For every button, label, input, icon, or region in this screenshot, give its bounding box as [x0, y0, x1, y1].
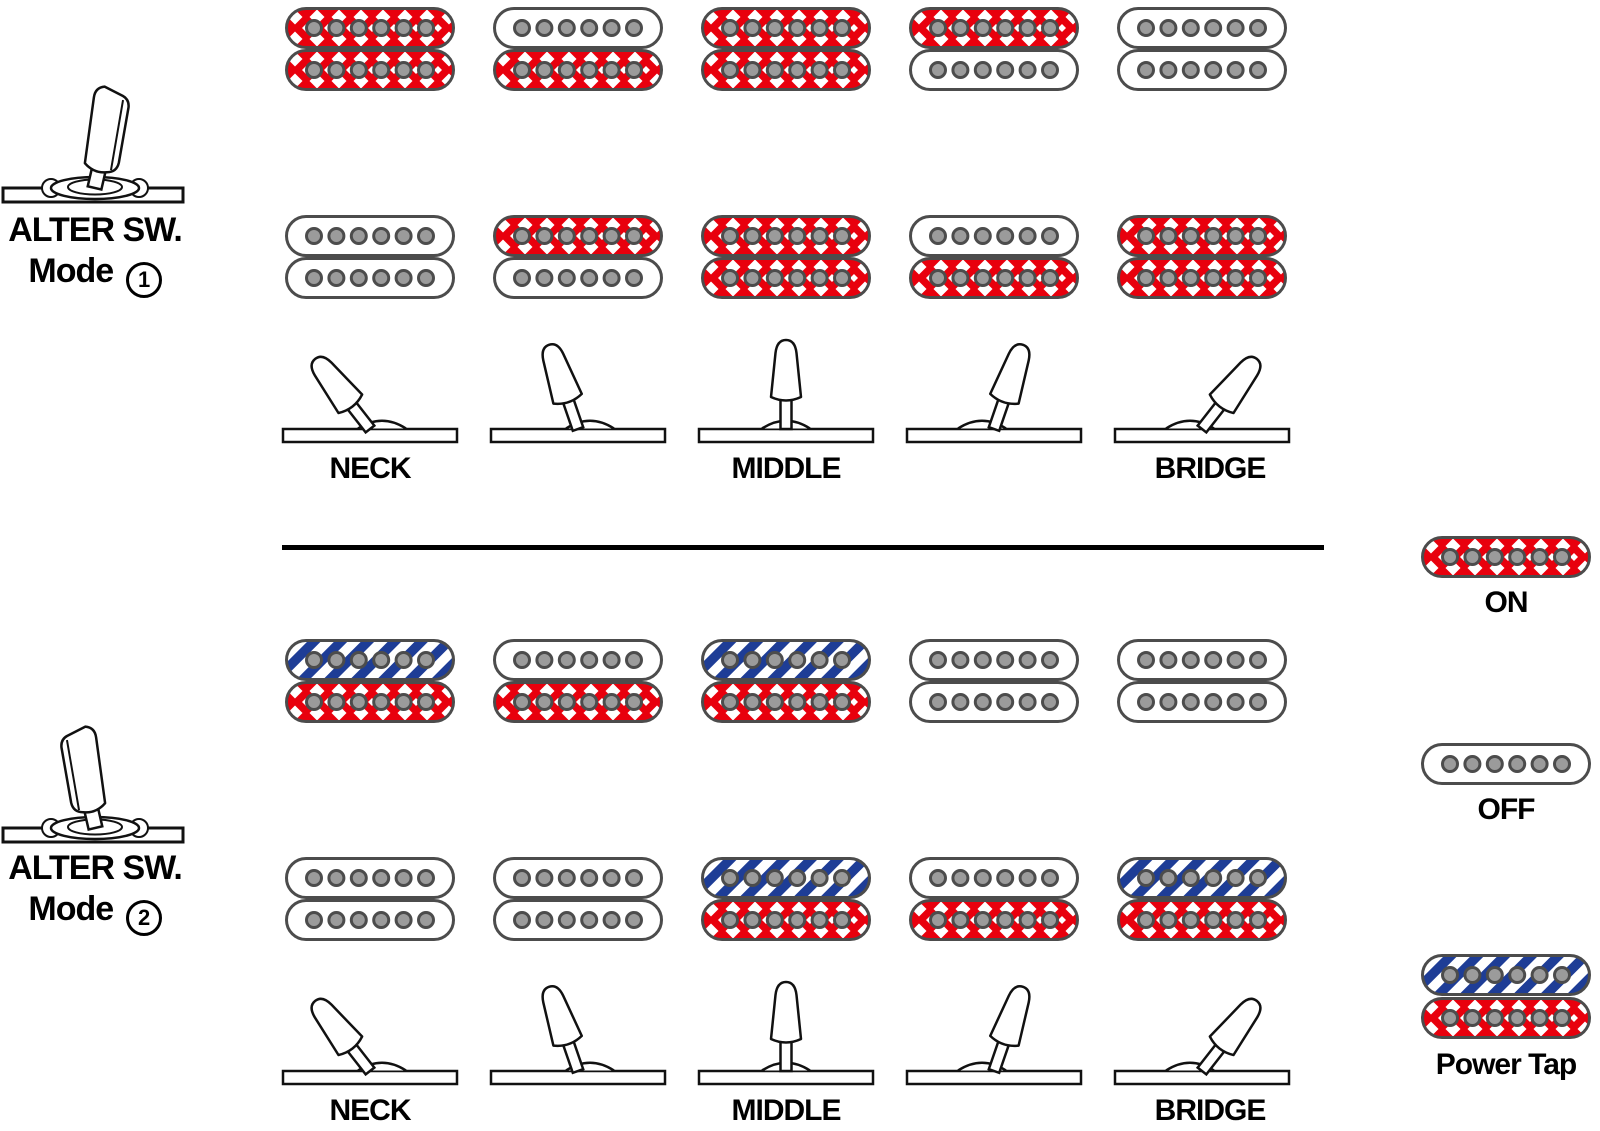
- legend-power-tap-coil-2: [1420, 996, 1592, 1045]
- mode2-neck-label: NECK: [329, 1094, 411, 1127]
- mode1-pos4-bridge-coil-2: [908, 256, 1080, 305]
- mode2-pos3-lever-switch-icon: [691, 975, 881, 1100]
- mode-1-caption: [0, 212, 190, 298]
- mode2-pos2-neck-coil-2: [492, 680, 664, 729]
- legend-off-coil: [1420, 742, 1592, 791]
- mode1-bridge-label: BRIDGE: [1154, 452, 1266, 485]
- mode1-neck-label: NECK: [329, 452, 411, 485]
- mode1-middle-label: MIDDLE: [731, 452, 841, 485]
- mode-2-number-badge: 2: [126, 900, 162, 936]
- mode1-pos1-lever-switch-icon: [275, 333, 465, 458]
- mode-2-title: ALTER SW.: [8, 849, 182, 887]
- mode1-pos4-lever-switch-icon: [899, 333, 1089, 458]
- mode-1-number-badge: 1: [126, 262, 162, 298]
- mode2-pos5-bridge-coil-2: [1116, 898, 1288, 947]
- mode1-pos5-neck-coil-2: [1116, 48, 1288, 97]
- legend-off-label: OFF: [1477, 793, 1535, 826]
- mode2-pos1-bridge-coil-2: [284, 898, 456, 947]
- mode-1-subtitle: [0, 253, 190, 298]
- legend-power-tap-label: Power Tap: [1435, 1048, 1577, 1081]
- mode-2-caption: [0, 850, 190, 936]
- alter-switch-mode-1-icon: [0, 85, 190, 218]
- mode1-pos2-bridge-coil-2: [492, 256, 664, 305]
- mode-2-word: Mode: [28, 890, 114, 929]
- mode2-bridge-label: BRIDGE: [1154, 1094, 1266, 1127]
- alter-switch-mode-2-icon: [0, 725, 190, 858]
- mode-1-word: Mode: [28, 252, 114, 291]
- legend-on-label: ON: [1484, 586, 1528, 619]
- mode2-middle-label: MIDDLE: [731, 1094, 841, 1127]
- mode2-pos3-neck-coil-2: [700, 680, 872, 729]
- mode2-pos4-neck-coil-2: [908, 680, 1080, 729]
- mode-1-title: ALTER SW.: [8, 211, 182, 249]
- mode1-pos2-neck-coil-2: [492, 48, 664, 97]
- mode1-pos3-lever-switch-icon: [691, 333, 881, 458]
- mode1-pos5-lever-switch-icon: [1107, 333, 1297, 458]
- mode2-pos2-bridge-coil-2: [492, 898, 664, 947]
- mode2-pos4-bridge-coil-2: [908, 898, 1080, 947]
- mode1-pos2-lever-switch-icon: [483, 333, 673, 458]
- mode1-pos5-bridge-coil-2: [1116, 256, 1288, 305]
- legend-on-coil: [1420, 535, 1592, 584]
- mode1-pos4-neck-coil-2: [908, 48, 1080, 97]
- mode2-pos2-lever-switch-icon: [483, 975, 673, 1100]
- legend-power-tap-coil-1: [1420, 953, 1592, 1002]
- mode2-pos5-lever-switch-icon: [1107, 975, 1297, 1100]
- mode1-pos3-bridge-coil-2: [700, 256, 872, 305]
- mode1-pos1-neck-coil-2: [284, 48, 456, 97]
- section-divider-line: [282, 545, 1324, 550]
- mode2-pos4-lever-switch-icon: [899, 975, 1089, 1100]
- mode2-pos1-neck-coil-2: [284, 680, 456, 729]
- mode2-pos1-lever-switch-icon: [275, 975, 465, 1100]
- mode2-pos3-bridge-coil-2: [700, 898, 872, 947]
- mode-2-subtitle: [0, 891, 190, 936]
- mode1-pos1-bridge-coil-2: [284, 256, 456, 305]
- mode1-pos3-neck-coil-2: [700, 48, 872, 97]
- mode2-pos5-neck-coil-2: [1116, 680, 1288, 729]
